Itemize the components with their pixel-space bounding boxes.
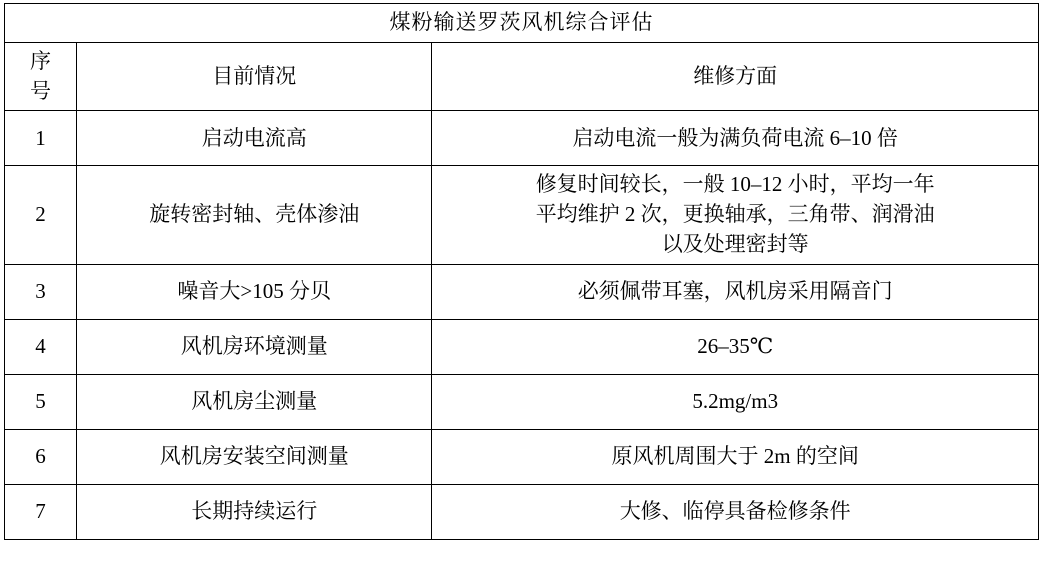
row-maintenance-line: 26–35℃ xyxy=(697,333,774,358)
row-maintenance-line: 平均维护 2 次，更换轴承，三角带、润滑油 xyxy=(535,202,935,227)
table-row xyxy=(5,166,1039,264)
row-current: 启动电流高 xyxy=(77,111,432,166)
row-current: 风机房尘测量 xyxy=(77,374,432,429)
row-current: 风机房环境测量 xyxy=(77,319,432,374)
row-maintenance xyxy=(432,374,1039,429)
column-header-no-line1: 序 xyxy=(30,48,52,73)
row-no: 4 xyxy=(5,319,77,374)
row-current: 旋转密封轴、壳体渗油 xyxy=(77,166,432,264)
row-no: 6 xyxy=(5,429,77,484)
row-current: 噪音大>105 分贝 xyxy=(77,264,432,319)
column-header-maintenance: 维修方面 xyxy=(432,42,1039,111)
row-no: 7 xyxy=(5,484,77,539)
row-no: 5 xyxy=(5,374,77,429)
table-row xyxy=(5,319,1039,374)
row-maintenance xyxy=(432,484,1039,539)
row-maintenance-line: 原风机周围大于 2m 的空间 xyxy=(611,443,859,468)
row-maintenance-line: 5.2mg/m3 xyxy=(692,388,779,413)
table-row xyxy=(5,429,1039,484)
row-no: 2 xyxy=(5,166,77,264)
table-row xyxy=(5,111,1039,166)
row-maintenance xyxy=(432,166,1039,264)
row-maintenance xyxy=(432,111,1039,166)
table-header-row xyxy=(5,42,1039,111)
column-header-no-line2: 号 xyxy=(30,78,52,103)
column-header-no xyxy=(5,42,77,111)
table-title: 煤粉输送罗茨风机综合评估 xyxy=(5,4,1039,43)
table-row xyxy=(5,484,1039,539)
row-maintenance xyxy=(432,264,1039,319)
row-maintenance-line: 大修、临停具备检修条件 xyxy=(619,498,851,523)
row-current: 长期持续运行 xyxy=(77,484,432,539)
evaluation-table xyxy=(4,3,1039,540)
row-maintenance xyxy=(432,429,1039,484)
table-row xyxy=(5,264,1039,319)
row-maintenance-line: 必须佩带耳塞，风机房采用隔音门 xyxy=(577,278,893,303)
row-maintenance-line: 修复时间较长，一般 10–12 小时，平均一年 xyxy=(535,172,935,197)
row-no: 3 xyxy=(5,264,77,319)
table-row xyxy=(5,374,1039,429)
row-maintenance-line: 启动电流一般为满负荷电流 6–10 倍 xyxy=(572,125,898,150)
column-header-current: 目前情况 xyxy=(77,42,432,111)
row-current: 风机房安装空间测量 xyxy=(77,429,432,484)
row-no: 1 xyxy=(5,111,77,166)
table-title-row xyxy=(5,4,1039,43)
row-maintenance-line: 以及处理密封等 xyxy=(661,232,809,257)
row-maintenance xyxy=(432,319,1039,374)
